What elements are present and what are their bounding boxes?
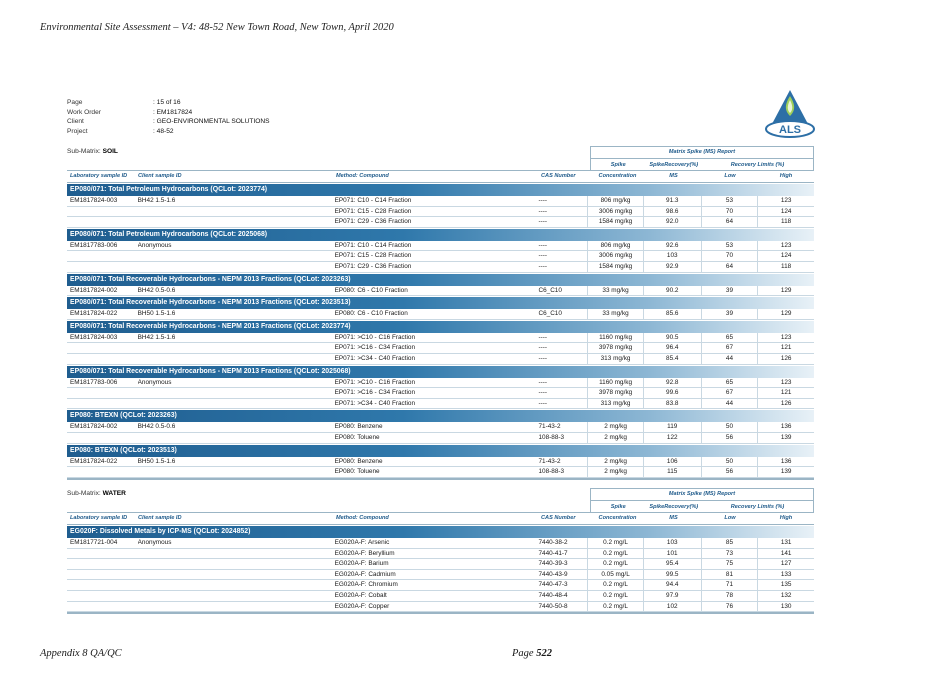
ms-recovery: 94.4 xyxy=(643,580,701,590)
spike-concentration: 313 mg/kg xyxy=(587,354,643,364)
client-sample-id xyxy=(138,433,335,443)
lab-sample-id: EM1817721-004 xyxy=(70,539,118,546)
submatrix-prefix: Sub-Matrix: xyxy=(67,490,101,497)
recovery-low: 78 xyxy=(701,591,758,601)
column-header-spike-concentration: Concentration xyxy=(598,173,637,179)
submatrix-name: WATER xyxy=(102,490,126,497)
table-row xyxy=(67,433,814,444)
meta-row-client xyxy=(67,117,270,127)
submatrix-header xyxy=(67,146,814,171)
client-sample-id: Anonymous xyxy=(137,378,172,386)
client-sample-id: Anonymous xyxy=(137,539,172,546)
method-compound: EP071: C10 - C14 Fraction xyxy=(334,241,412,249)
meta-row-work-order xyxy=(67,108,270,118)
table-row xyxy=(67,591,814,602)
method-compound: EG020A-F: Chromium xyxy=(334,581,398,589)
client-sample-id xyxy=(138,559,335,569)
ms-recovery: 97.9 xyxy=(643,591,701,601)
column-header-method-compound: Method: Compound xyxy=(336,515,389,521)
lab-sample-id xyxy=(67,580,138,590)
submatrix-header xyxy=(67,488,814,513)
column-header-ms-recovery: MS xyxy=(669,515,678,521)
method-compound: EP071: >C10 - C16 Fraction xyxy=(334,333,416,341)
recovery-low: 85 xyxy=(701,538,758,548)
recovery-high: 126 xyxy=(757,399,814,409)
client-sample-id xyxy=(138,549,335,559)
table-row xyxy=(67,207,814,218)
column-header-recovery-high: High xyxy=(779,515,793,521)
spike-concentration: 2 mg/kg xyxy=(587,422,643,432)
cas-number: ---- xyxy=(538,389,547,397)
recovery-high: 132 xyxy=(757,591,814,601)
spike-concentration: 0.2 mg/L xyxy=(587,602,643,612)
column-header-recovery-high: High xyxy=(779,173,793,179)
table-row xyxy=(67,196,814,207)
ms-recovery: 101 xyxy=(643,549,701,559)
method-compound: EG020A-F: Copper xyxy=(334,602,390,610)
client-sample-id xyxy=(138,591,335,601)
client-sample-id xyxy=(138,251,335,261)
cas-number: 7440-38-2 xyxy=(538,539,568,546)
recovery-low: 53 xyxy=(701,241,758,251)
ms-recovery: 85.6 xyxy=(643,309,701,319)
cas-number: 108-88-3 xyxy=(538,433,565,441)
spike-concentration: 0.2 mg/L xyxy=(587,549,643,559)
table-row xyxy=(67,354,814,365)
matrix-spike-header xyxy=(590,488,814,512)
recovery-high: 136 xyxy=(757,457,814,467)
column-header-lab-sample-id: Laboratory sample ID xyxy=(70,173,128,179)
submatrix-name: SOIL xyxy=(102,148,118,155)
method-compound: EP080: Benzene xyxy=(334,423,383,431)
meta-value: : EM1817824 xyxy=(153,108,193,116)
meta-row-project xyxy=(67,127,270,137)
ms-recovery: 122 xyxy=(643,433,701,443)
cas-number: ---- xyxy=(538,197,547,204)
client-sample-id xyxy=(138,602,335,612)
cas-number: ---- xyxy=(538,354,547,362)
recovery-low: 50 xyxy=(701,422,758,432)
ms-recovery: 103 xyxy=(643,538,701,548)
lab-sample-id: EM1817783-006 xyxy=(70,378,118,386)
recovery-high: 124 xyxy=(757,207,814,217)
table-row xyxy=(67,467,814,478)
qc-group-header: EP080/071: Total Recoverable Hydrocarbons - NEPM 2013 Fractions (QCLot: 2023513) xyxy=(67,297,814,309)
spike-concentration: 806 mg/kg xyxy=(587,241,643,251)
recovery-low: 39 xyxy=(701,309,758,319)
client-sample-id xyxy=(138,388,335,398)
recovery-high: 135 xyxy=(757,580,814,590)
lab-sample-id: EM1817824-002 xyxy=(70,286,118,294)
column-header-recovery-low: Low xyxy=(724,515,736,521)
ms-recovery: 92.6 xyxy=(643,241,701,251)
recovery-low: 70 xyxy=(701,251,758,261)
spike-concentration: 0.2 mg/L xyxy=(587,538,643,548)
matrix-spike-subheader xyxy=(590,158,814,171)
recovery-low: 73 xyxy=(701,549,758,559)
lab-sample-id xyxy=(67,343,138,353)
document-footer-page xyxy=(512,648,552,659)
recovery-high: 123 xyxy=(757,378,814,388)
ms-recovery: 90.5 xyxy=(643,333,701,343)
ms-subheader-cell: Spike xyxy=(610,162,626,168)
method-compound: EP080: C6 - C10 Fraction xyxy=(334,286,408,294)
lab-sample-id: EM1817824-002 xyxy=(70,423,118,431)
meta-label: Project xyxy=(67,127,88,135)
ms-recovery: 95.4 xyxy=(643,559,701,569)
ms-subheader-cell: Recovery Limits (%) xyxy=(730,162,785,168)
method-compound: EP071: >C16 - C34 Fraction xyxy=(334,344,416,352)
client-sample-id xyxy=(138,217,335,227)
client-sample-id: BH42 1.5-1.6 xyxy=(137,333,176,341)
table-row xyxy=(67,309,814,320)
table-row xyxy=(67,333,814,344)
recovery-low: 44 xyxy=(701,399,758,409)
client-sample-id xyxy=(138,467,335,477)
logo-text: ALS xyxy=(779,124,801,136)
spike-concentration: 0.2 mg/L xyxy=(587,591,643,601)
lab-sample-id xyxy=(67,217,138,227)
cas-number: ---- xyxy=(538,333,547,341)
recovery-high: 123 xyxy=(757,241,814,251)
client-sample-id: BH42 0.5-0.6 xyxy=(137,423,176,431)
ms-recovery: 99.5 xyxy=(643,570,701,580)
recovery-low: 71 xyxy=(701,580,758,590)
soil-report-table xyxy=(67,146,814,480)
recovery-high: 121 xyxy=(757,343,814,353)
spike-concentration: 1584 mg/kg xyxy=(587,217,643,227)
recovery-low: 70 xyxy=(701,207,758,217)
ms-recovery: 98.6 xyxy=(643,207,701,217)
cas-number: C6_C10 xyxy=(538,310,562,318)
column-header-recovery-low: Low xyxy=(724,173,736,179)
cas-number: ---- xyxy=(538,399,547,407)
ms-recovery: 106 xyxy=(643,457,701,467)
lab-sample-id xyxy=(67,559,138,569)
meta-value: : GEO-ENVIRONMENTAL SOLUTIONS xyxy=(153,118,270,126)
table-row xyxy=(67,217,814,228)
table-row xyxy=(67,388,814,399)
method-compound: EP071: >C16 - C34 Fraction xyxy=(334,389,416,397)
cas-number: ---- xyxy=(538,252,547,260)
recovery-low: 67 xyxy=(701,388,758,398)
recovery-high: 129 xyxy=(757,286,814,296)
submatrix-label xyxy=(67,148,118,155)
method-compound: EP071: >C10 - C16 Fraction xyxy=(334,378,416,386)
spike-concentration: 3978 mg/kg xyxy=(587,388,643,398)
lab-sample-id: EM1817783-006 xyxy=(70,241,118,249)
column-header-cas-number: CAS Number xyxy=(541,173,576,179)
method-compound: EP071: >C34 - C40 Fraction xyxy=(334,399,416,407)
lab-sample-id: EM1817824-022 xyxy=(70,457,118,465)
column-headers xyxy=(67,171,814,183)
spike-concentration: 3978 mg/kg xyxy=(587,343,643,353)
table-row xyxy=(67,549,814,560)
method-compound: EP080: Toluene xyxy=(334,433,380,441)
method-compound: EG020A-F: Barium xyxy=(334,560,389,568)
cas-number: 7440-39-3 xyxy=(538,560,568,568)
column-header-lab-sample-id: Laboratory sample ID xyxy=(70,515,128,521)
method-compound: EG020A-F: Beryllium xyxy=(334,549,395,557)
recovery-low: 76 xyxy=(701,602,758,612)
submatrix-prefix: Sub-Matrix: xyxy=(67,148,101,155)
recovery-high: 139 xyxy=(757,433,814,443)
spike-concentration: 1584 mg/kg xyxy=(587,262,643,272)
cas-number: 7440-41-7 xyxy=(538,549,568,557)
table-row xyxy=(67,399,814,410)
cas-number: ---- xyxy=(538,344,547,352)
table-row xyxy=(67,422,814,433)
spike-concentration: 1160 mg/kg xyxy=(587,378,643,388)
lab-sample-id xyxy=(67,602,138,612)
ms-recovery: 92.0 xyxy=(643,217,701,227)
qc-group-header: EP080: BTEXN (QCLot: 2023513) xyxy=(67,445,814,457)
recovery-high: 131 xyxy=(757,538,814,548)
table-row xyxy=(67,286,814,297)
als-logo xyxy=(764,88,816,140)
meta-value: : 15 of 16 xyxy=(153,99,181,106)
lab-sample-id xyxy=(67,549,138,559)
recovery-high: 141 xyxy=(757,549,814,559)
spike-concentration: 2 mg/kg xyxy=(587,467,643,477)
cas-number: 71-43-2 xyxy=(538,423,561,431)
matrix-spike-title: Matrix Spike (MS) Report xyxy=(590,488,814,500)
ms-recovery: 83.8 xyxy=(643,399,701,409)
qc-group-header: EP080: BTEXN (QCLot: 2023263) xyxy=(67,410,814,422)
method-compound: EG020A-F: Cadmium xyxy=(334,570,396,578)
lab-sample-id xyxy=(67,467,138,477)
recovery-high: 123 xyxy=(757,333,814,343)
column-header-client-sample-id: Client sample ID xyxy=(138,173,182,179)
recovery-high: 130 xyxy=(757,602,814,612)
lab-sample-id: EM1817824-003 xyxy=(70,197,118,204)
recovery-low: 64 xyxy=(701,217,758,227)
cas-number: 7440-43-9 xyxy=(538,570,568,578)
table-row xyxy=(67,262,814,273)
meta-row-page xyxy=(67,98,270,108)
spike-concentration: 3006 mg/kg xyxy=(587,251,643,261)
cas-number: ---- xyxy=(538,241,547,249)
recovery-low: 50 xyxy=(701,457,758,467)
client-sample-id: BH50 1.5-1.6 xyxy=(137,457,176,465)
table-row xyxy=(67,343,814,354)
recovery-low: 39 xyxy=(701,286,758,296)
lab-sample-id xyxy=(67,433,138,443)
water-report-table xyxy=(67,488,814,614)
ms-subheader-cell: SpikeRecovery(%) xyxy=(649,504,699,510)
meta-label: Work Order xyxy=(67,108,101,116)
method-compound: EP071: C29 - C36 Fraction xyxy=(334,262,412,270)
table-row xyxy=(67,457,814,468)
ms-recovery: 92.9 xyxy=(643,262,701,272)
qc-group-header: EP080/071: Total Recoverable Hydrocarbons - NEPM 2013 Fractions (QCLot: 2025068) xyxy=(67,366,814,378)
recovery-low: 65 xyxy=(701,333,758,343)
method-compound: EP080: Benzene xyxy=(334,457,383,465)
spike-concentration: 2 mg/kg xyxy=(587,433,643,443)
method-compound: EP080: C6 - C10 Fraction xyxy=(334,310,408,318)
recovery-high: 136 xyxy=(757,422,814,432)
lab-sample-id xyxy=(67,207,138,217)
recovery-high: 118 xyxy=(757,217,814,227)
matrix-spike-title: Matrix Spike (MS) Report xyxy=(590,146,814,158)
spike-concentration: 1160 mg/kg xyxy=(587,333,643,343)
recovery-low: 44 xyxy=(701,354,758,364)
spike-concentration: 3006 mg/kg xyxy=(587,207,643,217)
method-compound: EP071: C15 - C28 Fraction xyxy=(334,252,412,260)
client-sample-id xyxy=(138,570,335,580)
method-compound: EG020A-F: Arsenic xyxy=(334,539,390,546)
column-header-cas-number: CAS Number xyxy=(541,515,576,521)
cas-number: C6_C10 xyxy=(538,286,562,294)
column-header-client-sample-id: Client sample ID xyxy=(138,515,182,521)
recovery-high: 127 xyxy=(757,559,814,569)
recovery-high: 139 xyxy=(757,467,814,477)
recovery-high: 133 xyxy=(757,570,814,580)
recovery-high: 123 xyxy=(757,196,814,206)
cas-number: ---- xyxy=(538,262,547,270)
ms-recovery: 102 xyxy=(643,602,701,612)
table-row xyxy=(67,580,814,591)
ms-recovery: 85.4 xyxy=(643,354,701,364)
ms-recovery: 99.6 xyxy=(643,388,701,398)
client-sample-id: BH50 1.5-1.6 xyxy=(137,310,176,318)
document-header: Environmental Site Assessment – V4: 48-52 New Town Road, New Town, April 2020 xyxy=(40,22,394,33)
ms-subheader-cell: Recovery Limits (%) xyxy=(730,504,785,510)
qc-group-header: EP080/071: Total Petroleum Hydrocarbons (QCLot: 2025068) xyxy=(67,229,814,241)
client-sample-id: BH42 0.5-0.6 xyxy=(137,286,176,294)
column-headers xyxy=(67,513,814,525)
table-end-rule xyxy=(67,612,814,614)
recovery-low: 67 xyxy=(701,343,758,353)
client-sample-id xyxy=(138,399,335,409)
table-row xyxy=(67,251,814,262)
spike-concentration: 0.2 mg/L xyxy=(587,559,643,569)
client-sample-id xyxy=(138,262,335,272)
spike-concentration: 2 mg/kg xyxy=(587,457,643,467)
lab-sample-id xyxy=(67,251,138,261)
method-compound: EG020A-F: Cobalt xyxy=(334,591,387,599)
method-compound: EP071: C29 - C36 Fraction xyxy=(334,218,412,226)
qc-group-header: EP080/071: Total Recoverable Hydrocarbons - NEPM 2013 Fractions (QCLot: 2023263) xyxy=(67,274,814,286)
ms-recovery: 91.3 xyxy=(643,196,701,206)
qc-group-header: EP080/071: Total Recoverable Hydrocarbons - NEPM 2013 Fractions (QCLot: 2023774) xyxy=(67,321,814,333)
column-header-method-compound: Method: Compound xyxy=(336,173,389,179)
ms-recovery: 92.8 xyxy=(643,378,701,388)
lab-sample-id xyxy=(67,399,138,409)
recovery-low: 81 xyxy=(701,570,758,580)
recovery-high: 118 xyxy=(757,262,814,272)
recovery-low: 75 xyxy=(701,559,758,569)
cas-number: ---- xyxy=(538,218,547,226)
lab-sample-id xyxy=(67,262,138,272)
cas-number: 7440-50-8 xyxy=(538,602,568,610)
table-row xyxy=(67,241,814,252)
spike-concentration: 806 mg/kg xyxy=(587,196,643,206)
recovery-low: 65 xyxy=(701,378,758,388)
cas-number: 108-88-3 xyxy=(538,468,565,476)
cas-number: ---- xyxy=(538,207,547,215)
ms-recovery: 115 xyxy=(643,467,701,477)
spike-concentration: 0.2 mg/L xyxy=(587,580,643,590)
recovery-low: 56 xyxy=(701,467,758,477)
report-meta xyxy=(67,98,270,136)
ms-recovery: 103 xyxy=(643,251,701,261)
table-row xyxy=(67,570,814,581)
footer-page-number: 522 xyxy=(536,648,552,659)
spike-concentration: 313 mg/kg xyxy=(587,399,643,409)
table-row xyxy=(67,538,814,549)
lab-sample-id xyxy=(67,591,138,601)
qc-group-header: EG020F: Dissolved Metals by ICP-MS (QCLot: 2024852) xyxy=(67,526,814,538)
matrix-spike-subheader xyxy=(590,500,814,513)
spike-concentration: 33 mg/kg xyxy=(587,309,643,319)
method-compound: EP071: C10 - C14 Fraction xyxy=(334,197,412,204)
matrix-spike-header xyxy=(590,146,814,170)
cas-number: ---- xyxy=(538,378,547,386)
lab-sample-id xyxy=(67,354,138,364)
column-header-spike-concentration: Concentration xyxy=(598,515,637,521)
ms-recovery: 119 xyxy=(643,422,701,432)
qc-group-header: EP080/071: Total Petroleum Hydrocarbons (QCLot: 2023774) xyxy=(67,184,814,196)
recovery-low: 53 xyxy=(701,196,758,206)
table-end-rule xyxy=(67,478,814,480)
meta-label: Page xyxy=(67,99,83,106)
table-row xyxy=(67,378,814,389)
ms-recovery: 96.4 xyxy=(643,343,701,353)
method-compound: EP071: C15 - C28 Fraction xyxy=(334,207,412,215)
client-sample-id xyxy=(138,207,335,217)
recovery-high: 124 xyxy=(757,251,814,261)
submatrix-label xyxy=(67,490,126,497)
client-sample-id: BH42 1.5-1.6 xyxy=(137,197,176,204)
cas-number: 7440-48-4 xyxy=(538,591,568,599)
cas-number: 7440-47-3 xyxy=(538,581,568,589)
column-header-ms-recovery: MS xyxy=(669,173,678,179)
meta-label: Client xyxy=(67,118,84,126)
client-sample-id xyxy=(138,343,335,353)
meta-value: : 48-52 xyxy=(153,127,174,135)
footer-page-label: Page xyxy=(512,648,534,659)
lab-sample-id: EM1817824-003 xyxy=(70,333,118,341)
client-sample-id xyxy=(138,580,335,590)
recovery-high: 121 xyxy=(757,388,814,398)
client-sample-id xyxy=(138,354,335,364)
spike-concentration: 0.05 mg/L xyxy=(587,570,643,580)
table-row xyxy=(67,559,814,570)
ms-subheader-cell: SpikeRecovery(%) xyxy=(649,162,699,168)
lab-sample-id xyxy=(67,388,138,398)
lab-sample-id: EM1817824-022 xyxy=(70,310,118,318)
recovery-low: 56 xyxy=(701,433,758,443)
ms-recovery: 90.2 xyxy=(643,286,701,296)
spike-concentration: 33 mg/kg xyxy=(587,286,643,296)
recovery-high: 129 xyxy=(757,309,814,319)
document-footer-appendix: Appendix 8 QA/QC xyxy=(40,648,122,659)
ms-subheader-cell: Spike xyxy=(610,504,626,510)
cas-number: 71-43-2 xyxy=(538,457,561,465)
method-compound: EP080: Toluene xyxy=(334,468,380,476)
method-compound: EP071: >C34 - C40 Fraction xyxy=(334,354,416,362)
client-sample-id: Anonymous xyxy=(137,241,172,249)
recovery-low: 64 xyxy=(701,262,758,272)
lab-sample-id xyxy=(67,570,138,580)
recovery-high: 126 xyxy=(757,354,814,364)
table-row xyxy=(67,602,814,613)
